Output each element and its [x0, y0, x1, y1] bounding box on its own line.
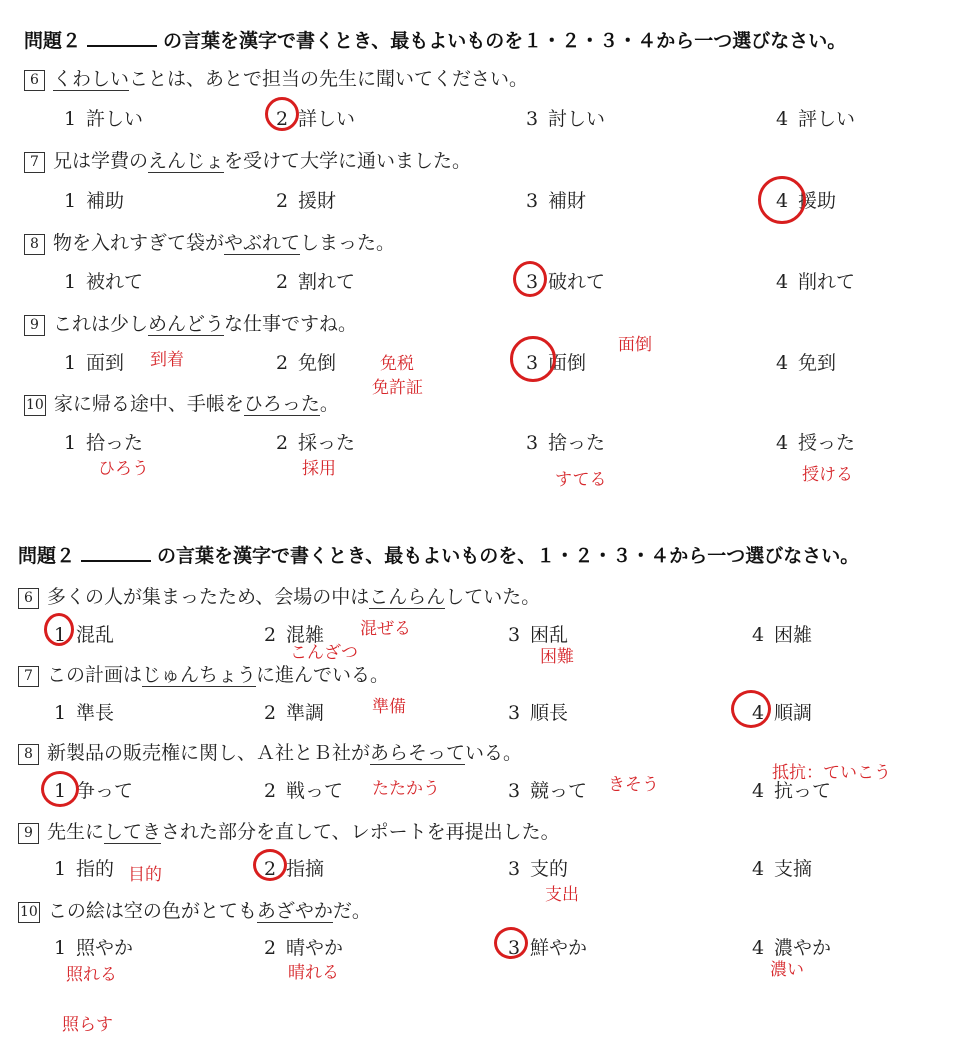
s1-q10-question [24, 389, 339, 416]
s1-q8-option4[interactable] [776, 267, 855, 294]
answer-circle-mark [510, 336, 556, 382]
option-number: 1 [54, 858, 67, 880]
option-number: 2 [264, 780, 277, 802]
handwritten-note: 面倒 [618, 335, 652, 355]
section1-title [24, 26, 846, 53]
option-number: 4 [776, 108, 789, 130]
s1-q10-option3[interactable] [526, 428, 605, 455]
option-text: 準調 [286, 702, 325, 724]
s1-q9-option4[interactable] [776, 348, 836, 375]
underlined-word: めんどう [148, 313, 225, 335]
option-number: 1 [64, 271, 77, 293]
handwritten-note: 照れる [66, 965, 117, 985]
handwritten-note: 到着 [150, 350, 184, 370]
question-pre: 多くの人が集まったため、会場の中は [47, 586, 370, 608]
handwritten-note: たたかう [372, 779, 440, 799]
option-number: 3 [508, 858, 521, 880]
underlined-word: こんらん [369, 586, 446, 608]
option-text: 準長 [76, 702, 115, 724]
option-text: 評しい [798, 108, 856, 130]
option-number: 4 [776, 352, 789, 374]
option-number: 2 [276, 432, 289, 454]
option-text: 困雑 [774, 624, 813, 646]
s2-q8-option2[interactable] [264, 776, 343, 803]
s2-q9-option3[interactable] [508, 854, 568, 881]
question-pre: 家に帰る途中、手帳を [53, 393, 244, 415]
question-number: 6 [24, 70, 45, 91]
s1-q7-option1[interactable] [64, 186, 124, 213]
question-post: された部分を直して、レポートを再提出した。 [161, 821, 560, 843]
option-number: 3 [526, 432, 539, 454]
answer-circle-mark [494, 927, 528, 959]
s2-q8-option3[interactable] [508, 776, 587, 803]
option-text: 指摘 [286, 858, 325, 880]
option-text: 削れて [798, 271, 856, 293]
s2-q8-question [18, 738, 522, 765]
option-number: 1 [64, 432, 77, 454]
question-post: な仕事ですね。 [224, 313, 358, 335]
s1-q6-option4[interactable] [776, 104, 855, 131]
underlined-word: くわしい [53, 68, 130, 90]
question-number: 8 [24, 234, 45, 255]
question-post: いる。 [465, 742, 523, 764]
answer-circle-mark [513, 261, 547, 297]
s2-q6-option4[interactable] [752, 620, 812, 647]
s1-q9-question [24, 309, 357, 336]
s2-q10-question [18, 896, 371, 923]
option-text: 拾った [86, 432, 144, 454]
title-blank [87, 31, 157, 47]
s1-q10-option1[interactable] [64, 428, 143, 455]
handwritten-note: こんざつ [290, 643, 358, 663]
option-text: 捨った [548, 432, 606, 454]
handwritten-note: 抵抗：ていこう [772, 763, 891, 783]
handwritten-note: 免税 [380, 354, 414, 374]
s1-q10-option2[interactable] [276, 428, 355, 455]
option-number: 2 [264, 858, 277, 880]
option-number: 4 [752, 858, 765, 880]
option-text: 混雑 [286, 624, 325, 646]
question-number: 10 [24, 395, 46, 416]
option-text: 面到 [86, 352, 125, 374]
question-number: 7 [24, 152, 45, 173]
handwritten-note: 混ぜる [360, 619, 411, 639]
question-pre: 新製品の販売権に関し、Ａ社とＢ社が [47, 742, 371, 764]
handwritten-note: 濃い [770, 960, 804, 980]
underlined-word: あざやか [256, 900, 333, 922]
option-number: 3 [508, 624, 521, 646]
underlined-word: あらそって [370, 742, 466, 764]
s2-q6-question [18, 582, 540, 609]
option-number: 1 [54, 702, 67, 724]
option-text: 援助 [798, 190, 837, 212]
option-text: 支摘 [774, 858, 813, 880]
option-text: 討しい [548, 108, 606, 130]
handwritten-note: 困難 [540, 647, 574, 667]
s1-q10-option4[interactable] [776, 428, 855, 455]
question-post: しまった。 [300, 232, 396, 254]
option-text: 抗って [774, 780, 832, 802]
option-number: 1 [54, 624, 67, 646]
s1-q8-option2[interactable] [276, 267, 355, 294]
option-text: 晴やか [286, 937, 344, 959]
s1-q8-question [24, 228, 395, 255]
underlined-word: してき [104, 821, 162, 843]
s1-q7-option2[interactable] [276, 186, 336, 213]
section1-title-text: の言葉を漢字で書くとき、最もよいものを１・２・３・４から一つ選びなさい。 [163, 30, 847, 52]
option-number: 4 [752, 937, 765, 959]
option-text: 採った [298, 432, 356, 454]
option-text: 授った [798, 432, 856, 454]
option-number: 3 [508, 937, 521, 959]
s1-q7-question [24, 146, 471, 173]
option-text: 戦って [286, 780, 344, 802]
question-pre: この絵は空の色がとても [47, 900, 257, 922]
option-text: 割れて [298, 271, 356, 293]
handwritten-note: 支出 [545, 885, 579, 905]
question-pre: これは少し [53, 313, 149, 335]
option-number: 2 [264, 624, 277, 646]
s2-q7-option2[interactable] [264, 698, 324, 725]
option-text: 困乱 [530, 624, 569, 646]
s1-q6-option1[interactable] [64, 104, 143, 131]
question-post: だ。 [332, 900, 371, 922]
s1-q7-option3[interactable] [526, 186, 586, 213]
option-number: 4 [752, 702, 765, 724]
option-text: 許しい [86, 108, 144, 130]
question-post: を受けて大学に通いました。 [224, 150, 472, 172]
option-text: 免倒 [298, 352, 337, 374]
answer-circle-mark [44, 613, 74, 646]
question-post: していた。 [445, 586, 541, 608]
option-number: 1 [64, 352, 77, 374]
option-number: 2 [264, 937, 277, 959]
handwritten-note: 晴れる [288, 963, 339, 983]
s2-q7-option3[interactable] [508, 698, 568, 725]
option-number: 2 [276, 271, 289, 293]
option-text: 混乱 [76, 624, 115, 646]
question-number: 9 [18, 823, 39, 844]
underlined-word: じゅんちょう [142, 664, 257, 686]
option-number: 4 [752, 624, 765, 646]
question-post: に進んでいる。 [256, 664, 390, 686]
answer-circle-mark [265, 97, 299, 131]
option-number: 2 [264, 702, 277, 724]
option-text: 順調 [774, 702, 813, 724]
option-text: 補助 [86, 190, 125, 212]
section1-title-label: 問題２ [24, 30, 82, 52]
option-text: 面倒 [548, 352, 587, 374]
option-number: 4 [776, 271, 789, 293]
option-number: 4 [776, 190, 789, 212]
section2-title [18, 541, 859, 568]
handwritten-note: 授ける [802, 465, 853, 485]
option-text: 指的 [76, 858, 115, 880]
s1-q6-option3[interactable] [526, 104, 605, 131]
option-text: 濃やか [774, 937, 832, 959]
answer-circle-mark [758, 176, 806, 224]
option-number: 3 [526, 271, 539, 293]
s2-q7-question [18, 660, 389, 687]
answer-circle-mark [731, 690, 771, 728]
option-number: 3 [508, 780, 521, 802]
s2-q10-option1[interactable] [54, 933, 133, 960]
option-number: 1 [64, 190, 77, 212]
option-text: 争って [76, 780, 134, 802]
option-number: 3 [526, 190, 539, 212]
option-number: 1 [54, 937, 67, 959]
option-number: 1 [64, 108, 77, 130]
s2-q9-option4[interactable] [752, 854, 812, 881]
s2-q9-question [18, 817, 560, 844]
option-text: 破れて [548, 271, 606, 293]
title-blank [81, 546, 151, 562]
option-number: 1 [54, 780, 67, 802]
underlined-word: やぶれて [224, 232, 301, 254]
s1-q6-question [24, 64, 528, 91]
answer-circle-mark [41, 771, 79, 807]
option-number: 2 [276, 352, 289, 374]
question-number: 10 [18, 902, 40, 923]
s2-q7-option1[interactable] [54, 698, 114, 725]
underlined-word: えんじょ [148, 150, 225, 172]
s2-q9-option1[interactable] [54, 854, 114, 881]
question-pre: 物を入れすぎて袋が [53, 232, 225, 254]
option-text: 照やか [76, 937, 134, 959]
handwritten-note: 照らす [62, 1015, 113, 1035]
option-text: 競って [530, 780, 588, 802]
s1-q9-option1[interactable] [64, 348, 124, 375]
option-number: 3 [526, 352, 539, 374]
option-text: 援財 [298, 190, 337, 212]
option-text: 詳しい [298, 108, 356, 130]
underlined-word: ひろった [243, 393, 320, 415]
question-number: 7 [18, 666, 39, 687]
handwritten-note: 免許証 [372, 378, 423, 398]
question-post: ことは、あとで担当の先生に聞いてください。 [129, 68, 529, 90]
question-pre: 先生に [47, 821, 105, 843]
question-pre: この計画は [47, 664, 143, 686]
question-number: 9 [24, 315, 45, 336]
option-text: 補財 [548, 190, 587, 212]
handwritten-note: きそう [608, 775, 659, 795]
option-number: 3 [526, 108, 539, 130]
option-text: 免到 [798, 352, 837, 374]
question-number: 6 [18, 588, 39, 609]
handwritten-note: 準備 [372, 697, 406, 717]
option-number: 4 [776, 432, 789, 454]
option-text: 被れて [86, 271, 144, 293]
question-pre: 兄は学費の [53, 150, 149, 172]
handwritten-note: ひろう [98, 459, 149, 479]
handwritten-note: すてる [555, 470, 607, 490]
option-number: 2 [276, 190, 289, 212]
question-number: 8 [18, 744, 39, 765]
handwritten-note: 採用 [302, 459, 336, 479]
option-text: 鮮やか [530, 937, 588, 959]
section2-title-label: 問題２ [18, 545, 76, 567]
option-text: 支的 [530, 858, 569, 880]
s2-q10-option2[interactable] [264, 933, 343, 960]
option-number: 3 [508, 702, 521, 724]
answer-circle-mark [253, 849, 287, 881]
option-number: 4 [752, 780, 765, 802]
section2-title-text: の言葉を漢字で書くとき、最もよいものを、１・２・３・４から一つ選びなさい。 [157, 545, 860, 567]
s1-q9-option2[interactable] [276, 348, 336, 375]
option-text: 順長 [530, 702, 569, 724]
handwritten-note: 目的 [128, 865, 162, 885]
question-post: 。 [319, 393, 339, 415]
s1-q8-option1[interactable] [64, 267, 143, 294]
option-number: 2 [276, 108, 289, 130]
